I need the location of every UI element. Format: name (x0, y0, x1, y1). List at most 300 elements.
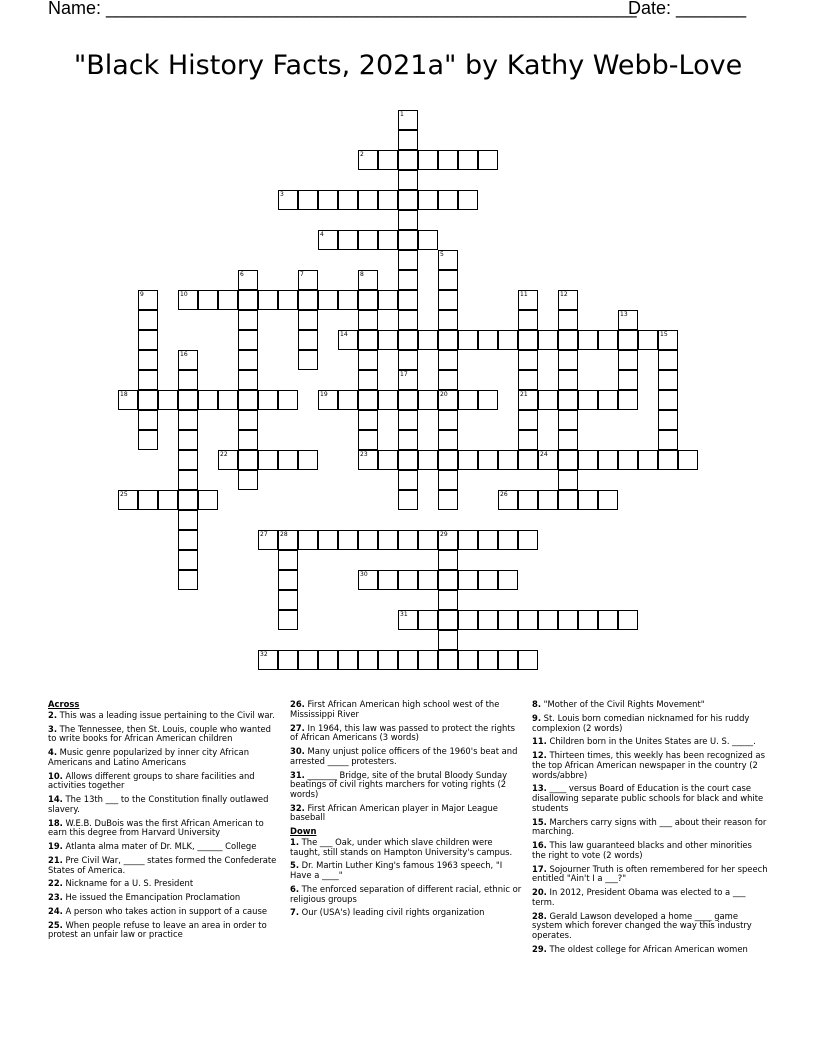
grid-cell[interactable] (398, 650, 418, 670)
grid-cell[interactable] (238, 390, 258, 410)
grid-cell[interactable] (358, 570, 378, 590)
grid-cell[interactable] (438, 570, 458, 590)
name-field-label: Name: _____________________________________________________ (48, 0, 637, 18)
grid-cell[interactable] (358, 150, 378, 170)
grid-cell[interactable] (138, 370, 158, 390)
grid-cell[interactable] (438, 550, 458, 570)
grid-cell[interactable] (578, 390, 598, 410)
grid-cell[interactable] (278, 450, 298, 470)
grid-cell[interactable] (438, 350, 458, 370)
grid-cell[interactable] (178, 390, 198, 410)
grid-cell[interactable] (558, 330, 578, 350)
clue-down (532, 700, 768, 710)
grid-cell[interactable] (438, 590, 458, 610)
grid-cell[interactable] (118, 390, 138, 410)
grid-cell[interactable] (518, 310, 538, 330)
grid-cell[interactable] (518, 390, 538, 410)
grid-cell[interactable] (438, 190, 458, 210)
grid-cell[interactable] (598, 390, 618, 410)
grid-cell[interactable] (558, 370, 578, 390)
grid-cell[interactable] (498, 650, 518, 670)
clue-text: Nickname for a U. S. President (62, 878, 194, 889)
clue-text: ____ versus Board of Education is the court case disallowing separate public schools for black and white students (532, 783, 764, 813)
clue-text: He issued the Emancipation Proclamation (62, 892, 241, 903)
grid-cell[interactable] (238, 450, 258, 470)
grid-cell[interactable] (438, 270, 458, 290)
grid-cell[interactable] (178, 430, 198, 450)
grid-cell[interactable] (398, 350, 418, 370)
clue-text: First African American player in Major League baseball (290, 802, 498, 823)
grid-cell[interactable] (598, 330, 618, 350)
clue-text: The ___ Oak, under which slave children were taught, still stands on Hampton University's campus. (290, 836, 513, 857)
grid-cell[interactable] (518, 450, 538, 470)
grid-cell[interactable] (558, 350, 578, 370)
grid-cell[interactable] (138, 350, 158, 370)
grid-cell[interactable] (398, 410, 418, 430)
grid-cell[interactable] (138, 310, 158, 330)
clue-text: The 13th ___ to the Constitution finally outlawed slavery. (48, 794, 269, 814)
grid-cell[interactable] (198, 390, 218, 410)
grid-cell[interactable] (338, 330, 358, 350)
grid-cell[interactable] (558, 430, 578, 450)
grid-cell[interactable] (658, 430, 678, 450)
grid-cell[interactable] (558, 450, 578, 470)
grid-cell[interactable] (458, 390, 478, 410)
grid-cell[interactable] (558, 610, 578, 630)
grid-cell[interactable] (418, 330, 438, 350)
grid-cell[interactable] (458, 150, 478, 170)
grid-cell[interactable] (458, 610, 478, 630)
clue-number-label: 31. (290, 769, 305, 780)
clue-number-label: 28. (532, 910, 547, 921)
grid-cell[interactable] (458, 530, 478, 550)
grid-cell[interactable] (118, 490, 138, 510)
grid-cell[interactable] (398, 310, 418, 330)
grid-cell[interactable] (358, 650, 378, 670)
grid-cell[interactable] (378, 450, 398, 470)
clue-down (290, 838, 522, 857)
grid-cell[interactable] (218, 390, 238, 410)
grid-cell[interactable] (398, 610, 418, 630)
grid-cell[interactable] (538, 490, 558, 510)
grid-cell[interactable] (398, 290, 418, 310)
grid-cell[interactable] (458, 650, 478, 670)
grid-cell[interactable] (178, 410, 198, 430)
grid-cell[interactable] (478, 330, 498, 350)
clue-number: 32 (260, 651, 268, 658)
grid-cell[interactable] (538, 450, 558, 470)
grid-cell[interactable] (338, 390, 358, 410)
grid-cell[interactable] (438, 470, 458, 490)
grid-cell[interactable] (538, 610, 558, 630)
grid-cell[interactable] (238, 430, 258, 450)
grid-cell[interactable] (678, 450, 698, 470)
grid-cell[interactable] (438, 370, 458, 390)
grid-cell[interactable] (598, 450, 618, 470)
grid-cell[interactable] (378, 150, 398, 170)
clue-number-label: 12. (532, 750, 547, 761)
grid-cell[interactable] (378, 330, 398, 350)
grid-cell[interactable] (438, 250, 458, 270)
grid-cell[interactable] (398, 170, 418, 190)
grid-cell[interactable] (658, 330, 678, 350)
clue-number-label: 22. (48, 878, 63, 889)
grid-cell[interactable] (398, 430, 418, 450)
clue-across (48, 819, 280, 838)
grid-cell[interactable] (478, 390, 498, 410)
grid-cell[interactable] (398, 250, 418, 270)
clue-number: 23 (360, 451, 368, 458)
grid-cell[interactable] (278, 550, 298, 570)
grid-cell[interactable] (618, 390, 638, 410)
clue-number-label: 6. (290, 883, 300, 894)
grid-cell[interactable] (438, 150, 458, 170)
clue-across (48, 907, 280, 917)
clue-number: 16 (180, 351, 188, 358)
grid-cell[interactable] (418, 610, 438, 630)
grid-cell[interactable] (338, 290, 358, 310)
grid-cell[interactable] (238, 470, 258, 490)
grid-cell[interactable] (658, 370, 678, 390)
grid-cell[interactable] (378, 530, 398, 550)
grid-cell[interactable] (518, 290, 538, 310)
grid-cell[interactable] (518, 610, 538, 630)
grid-cell[interactable] (218, 290, 238, 310)
grid-cell[interactable] (518, 430, 538, 450)
grid-cell[interactable] (278, 590, 298, 610)
clue-number-label: 11. (532, 736, 547, 747)
clue-text: The Tennessee, then St. Louis, couple who wanted to write books for African American children (48, 723, 271, 744)
grid-cell[interactable] (358, 530, 378, 550)
grid-cell[interactable] (398, 230, 418, 250)
grid-cell[interactable] (258, 650, 278, 670)
grid-cell[interactable] (358, 270, 378, 290)
grid-cell[interactable] (538, 330, 558, 350)
grid-cell[interactable] (418, 150, 438, 170)
grid-cell[interactable] (218, 450, 238, 470)
clue-text: Music genre popularized by inner city African Americans and Latino Americans (48, 747, 250, 767)
grid-cell[interactable] (598, 490, 618, 510)
clue-number-label: 7. (290, 907, 300, 918)
grid-cell[interactable] (618, 330, 638, 350)
grid-cell[interactable] (518, 530, 538, 550)
grid-cell[interactable] (498, 490, 518, 510)
grid-cell[interactable] (318, 230, 338, 250)
grid-cell[interactable] (258, 450, 278, 470)
grid-cell[interactable] (278, 530, 298, 550)
grid-cell[interactable] (418, 230, 438, 250)
grid-cell[interactable] (438, 390, 458, 410)
grid-cell[interactable] (198, 490, 218, 510)
clue-column-1 (48, 700, 280, 944)
grid-cell[interactable] (498, 610, 518, 630)
grid-cell[interactable] (438, 310, 458, 330)
grid-cell[interactable] (378, 650, 398, 670)
grid-cell[interactable] (358, 310, 378, 330)
grid-cell[interactable] (358, 430, 378, 450)
grid-cell[interactable] (338, 650, 358, 670)
grid-cell[interactable] (398, 570, 418, 590)
grid-cell[interactable] (398, 370, 418, 390)
grid-cell[interactable] (558, 390, 578, 410)
grid-cell[interactable] (238, 410, 258, 430)
grid-cell[interactable] (458, 450, 478, 470)
clue-text: In 2012, President Obama was elected to a ___ term. (532, 887, 746, 907)
grid-cell[interactable] (178, 470, 198, 490)
grid-cell[interactable] (258, 530, 278, 550)
clue-number: 12 (560, 291, 568, 298)
clue-number: 29 (440, 531, 448, 538)
grid-cell[interactable] (178, 350, 198, 370)
grid-cell[interactable] (438, 530, 458, 550)
grid-cell[interactable] (338, 530, 358, 550)
grid-cell[interactable] (358, 370, 378, 390)
grid-cell[interactable] (178, 570, 198, 590)
grid-cell[interactable] (298, 350, 318, 370)
grid-cell[interactable] (178, 490, 198, 510)
grid-cell[interactable] (458, 190, 478, 210)
grid-cell[interactable] (178, 370, 198, 390)
grid-cell[interactable] (238, 350, 258, 370)
grid-cell[interactable] (578, 490, 598, 510)
grid-cell[interactable] (478, 450, 498, 470)
grid-cell[interactable] (238, 290, 258, 310)
grid-cell[interactable] (298, 530, 318, 550)
grid-cell[interactable] (178, 530, 198, 550)
grid-cell[interactable] (238, 330, 258, 350)
grid-cell[interactable] (358, 350, 378, 370)
grid-cell[interactable] (578, 610, 598, 630)
grid-cell[interactable] (398, 390, 418, 410)
grid-cell[interactable] (378, 230, 398, 250)
grid-cell[interactable] (138, 410, 158, 430)
grid-cell[interactable] (458, 570, 478, 590)
clue-column-2 (290, 700, 522, 922)
grid-cell[interactable] (618, 610, 638, 630)
grid-cell[interactable] (618, 310, 638, 330)
grid-cell[interactable] (378, 290, 398, 310)
grid-cell[interactable] (298, 290, 318, 310)
clue-text: W.E.B. DuBois was the first African American to earn this degree from Harvard University (48, 817, 264, 838)
clue-across (290, 804, 522, 823)
grid-cell[interactable] (318, 290, 338, 310)
grid-cell[interactable] (378, 390, 398, 410)
clue-across (48, 856, 280, 875)
grid-cell[interactable] (518, 350, 538, 370)
grid-cell[interactable] (138, 390, 158, 410)
grid-cell[interactable] (278, 290, 298, 310)
grid-cell[interactable] (558, 310, 578, 330)
grid-cell[interactable] (658, 410, 678, 430)
clue-down (532, 841, 768, 860)
grid-cell[interactable] (238, 370, 258, 390)
grid-cell[interactable] (298, 650, 318, 670)
grid-cell[interactable] (518, 410, 538, 430)
grid-cell[interactable] (438, 630, 458, 650)
grid-cell[interactable] (418, 390, 438, 410)
grid-cell[interactable] (338, 190, 358, 210)
clue-number: 19 (320, 391, 328, 398)
grid-cell[interactable] (178, 450, 198, 470)
grid-cell[interactable] (158, 390, 178, 410)
grid-cell[interactable] (558, 410, 578, 430)
grid-cell[interactable] (658, 350, 678, 370)
grid-cell[interactable] (398, 110, 418, 130)
clue-down (532, 751, 768, 780)
grid-cell[interactable] (598, 610, 618, 630)
grid-cell[interactable] (258, 290, 278, 310)
grid-cell[interactable] (478, 530, 498, 550)
grid-cell[interactable] (638, 450, 658, 470)
clue-text: Children born in the Unites States are U. S. _____. (546, 736, 756, 747)
grid-cell[interactable] (278, 610, 298, 630)
grid-cell[interactable] (438, 610, 458, 630)
grid-cell[interactable] (178, 550, 198, 570)
grid-cell[interactable] (438, 410, 458, 430)
grid-cell[interactable] (398, 470, 418, 490)
grid-cell[interactable] (478, 570, 498, 590)
grid-cell[interactable] (358, 190, 378, 210)
clue-text: A person who takes action in support of a cause (62, 905, 268, 916)
grid-cell[interactable] (498, 450, 518, 470)
grid-cell[interactable] (398, 330, 418, 350)
grid-cell[interactable] (258, 390, 278, 410)
grid-cell[interactable] (318, 650, 338, 670)
grid-cell[interactable] (438, 490, 458, 510)
grid-cell[interactable] (298, 190, 318, 210)
grid-cell[interactable] (438, 290, 458, 310)
grid-cell[interactable] (358, 330, 378, 350)
clue-down (532, 888, 768, 907)
grid-cell[interactable] (318, 530, 338, 550)
clue-column-3 (532, 700, 768, 959)
grid-cell[interactable] (398, 530, 418, 550)
grid-cell[interactable] (298, 270, 318, 290)
clue-number: 4 (320, 231, 324, 238)
grid-cell[interactable] (298, 330, 318, 350)
grid-cell[interactable] (278, 190, 298, 210)
grid-cell[interactable] (438, 650, 458, 670)
grid-cell[interactable] (418, 190, 438, 210)
grid-cell[interactable] (398, 490, 418, 510)
grid-cell[interactable] (278, 390, 298, 410)
grid-cell[interactable] (658, 450, 678, 470)
clue-number: 30 (360, 571, 368, 578)
grid-cell[interactable] (438, 450, 458, 470)
clue-across (290, 700, 522, 719)
grid-cell[interactable] (418, 650, 438, 670)
grid-cell[interactable] (318, 190, 338, 210)
clue-number-label: 29. (532, 943, 547, 954)
grid-cell[interactable] (518, 370, 538, 390)
grid-cell[interactable] (358, 410, 378, 430)
grid-cell[interactable] (618, 450, 638, 470)
grid-cell[interactable] (298, 450, 318, 470)
grid-cell[interactable] (358, 450, 378, 470)
clue-number: 10 (180, 291, 188, 298)
grid-cell[interactable] (518, 330, 538, 350)
clue-number-label: 13. (532, 783, 547, 794)
grid-cell[interactable] (638, 330, 658, 350)
grid-cell[interactable] (438, 330, 458, 350)
grid-cell[interactable] (358, 230, 378, 250)
grid-cell[interactable] (238, 310, 258, 330)
grid-cell[interactable] (138, 490, 158, 510)
grid-cell[interactable] (198, 290, 218, 310)
grid-cell[interactable] (478, 150, 498, 170)
clue-number-label: 32. (290, 802, 305, 813)
grid-cell[interactable] (618, 350, 638, 370)
grid-cell[interactable] (478, 610, 498, 630)
grid-cell[interactable] (458, 330, 478, 350)
grid-cell[interactable] (518, 650, 538, 670)
grid-cell[interactable] (618, 370, 638, 390)
clue-across (290, 747, 522, 766)
grid-cell[interactable] (178, 510, 198, 530)
clue-number: 11 (520, 291, 528, 298)
grid-cell[interactable] (398, 150, 418, 170)
clue-number: 15 (660, 331, 668, 338)
grid-cell[interactable] (478, 650, 498, 670)
grid-cell[interactable] (398, 130, 418, 150)
grid-cell[interactable] (358, 390, 378, 410)
grid-cell[interactable] (518, 490, 538, 510)
grid-cell[interactable] (358, 290, 378, 310)
grid-cell[interactable] (558, 470, 578, 490)
clue-number-label: 19. (48, 841, 63, 851)
grid-cell[interactable] (498, 330, 518, 350)
grid-cell[interactable] (398, 450, 418, 470)
grid-cell[interactable] (178, 290, 198, 310)
grid-cell[interactable] (138, 290, 158, 310)
grid-cell[interactable] (438, 430, 458, 450)
clue-number-label: 15. (532, 816, 547, 827)
grid-cell[interactable] (418, 450, 438, 470)
grid-cell[interactable] (498, 530, 518, 550)
grid-cell[interactable] (278, 650, 298, 670)
grid-cell[interactable] (658, 390, 678, 410)
grid-cell[interactable] (378, 570, 398, 590)
clue-down (532, 818, 768, 837)
grid-cell[interactable] (378, 190, 398, 210)
grid-cell[interactable] (338, 230, 358, 250)
grid-cell[interactable] (578, 330, 598, 350)
grid-cell[interactable] (578, 450, 598, 470)
grid-cell[interactable] (498, 570, 518, 590)
grid-cell[interactable] (138, 430, 158, 450)
grid-cell[interactable] (398, 270, 418, 290)
grid-cell[interactable] (138, 330, 158, 350)
grid-cell[interactable] (278, 570, 298, 590)
grid-cell[interactable] (398, 190, 418, 210)
grid-cell[interactable] (558, 290, 578, 310)
grid-cell[interactable] (538, 390, 558, 410)
grid-cell[interactable] (418, 570, 438, 590)
clue-number: 13 (620, 311, 628, 318)
grid-cell[interactable] (238, 270, 258, 290)
grid-cell[interactable] (158, 490, 178, 510)
grid-cell[interactable] (298, 310, 318, 330)
clue-number-label: 20. (532, 887, 547, 897)
grid-cell[interactable] (418, 530, 438, 550)
grid-cell[interactable] (558, 490, 578, 510)
grid-cell[interactable] (318, 390, 338, 410)
clue-number: 25 (120, 491, 128, 498)
clue-number-label: 27. (290, 722, 305, 733)
clue-text: Sojourner Truth is often remembered for her speech entitled "Ain't I a ___?" (532, 863, 768, 884)
clue-text: Thirteen times, this weekly has been recognized as the top African American newspaper in the country (2 words/abbre) (532, 750, 765, 780)
grid-cell[interactable] (398, 210, 418, 230)
